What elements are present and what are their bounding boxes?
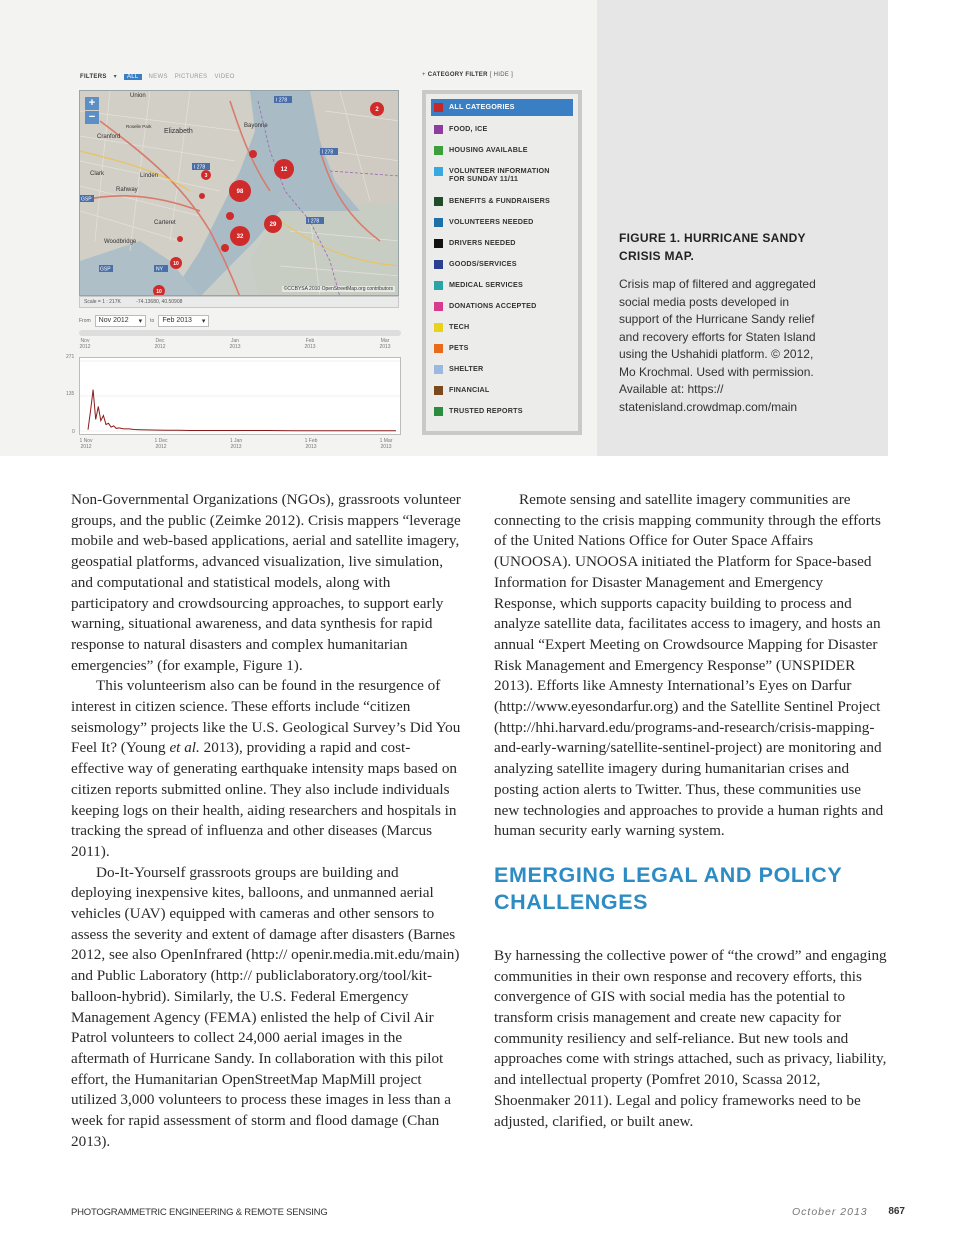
map-attribution: ©CCBYSA 2010 OpenStreetMap.org contributors [283, 286, 393, 292]
x-tick-label: 1 Dec 2012 [154, 438, 168, 450]
category-label: VOLUNTEER INFORMATION FOR SUNDAY 11/11 [449, 166, 550, 183]
place-label: Carteret [154, 220, 176, 226]
category-item[interactable] [434, 386, 490, 395]
category-label: TECH [449, 322, 470, 331]
to-label: to [150, 318, 155, 324]
category-swatch-icon [434, 197, 443, 206]
timeline-month-label: Feb 2013 [304, 338, 316, 350]
category-swatch-icon [434, 281, 443, 290]
map-cluster[interactable]: 32 [236, 234, 244, 240]
category-swatch-icon [434, 407, 443, 416]
timeline-month-label: Jan 2013 [229, 338, 241, 350]
category-filter-header: + CATEGORY FILTER [ HIDE ] [422, 72, 514, 78]
category-swatch-icon [434, 167, 443, 176]
filter-video[interactable]: VIDEO [214, 73, 235, 80]
timeline-slider[interactable] [79, 330, 401, 336]
category-label: VOLUNTEERS NEEDED [449, 217, 534, 226]
category-label: GOODS/SERVICES [449, 259, 517, 268]
category-item[interactable] [434, 302, 536, 311]
y-tick-label: 271 [66, 354, 75, 360]
road-shield: I 278 [194, 164, 206, 171]
road-shield: NY [156, 266, 163, 273]
road-shield: I 278 [276, 97, 288, 104]
category-swatch-icon [434, 302, 443, 311]
map-coordinates: -74.13680, 40.50908 [136, 299, 183, 305]
place-label: Clark [90, 171, 105, 177]
category-swatch-icon [434, 125, 443, 134]
issue-date: October 2013 [792, 1206, 868, 1218]
y-tick-label: 135 [66, 391, 75, 397]
category-label: HOUSING AVAILABLE [449, 145, 528, 154]
category-label: ALL CATEGORIES [449, 102, 515, 111]
figure-caption-text: Crisis map of filtered and aggregated social media posts developed in support of the Hurricane Sandy relief and recovery efforts for Staten Island using the Ushahidi platform. © 2012, Mo Krochmal. Used with permission. Available at: https:// statenisland.crowdmap.com/main [619, 277, 816, 414]
page-footer [71, 1205, 907, 1221]
category-label: SHELTER [449, 364, 484, 373]
activity-line-chart [80, 358, 400, 434]
category-swatch-icon [434, 260, 443, 269]
category-item[interactable] [434, 344, 469, 353]
plus-icon: + [422, 72, 428, 78]
category-item[interactable] [431, 99, 573, 116]
filters-label: FILTERS [80, 73, 107, 80]
page-number: 867 [888, 1206, 905, 1217]
paragraph: Non-Governmental Organizations (NGOs), grassroots volunteer groups, and the public (Zeimke 2012). Crisis mappers “leverage mobile and web-based applications, aerial and satellite imagery, geospatial platforms, advanced visualization, live simulation, and computational and statistical models, along with participatory and crowdsourcing approaches, to support early warning, situational awareness, and data synthesis for rapid response to natural disasters and complex humanitarian emergencies” (for example, Figure 1). [71, 491, 461, 674]
crisis-map[interactable] [79, 90, 399, 296]
map-scale: Scale = 1 : 217K [84, 299, 121, 305]
right-column [494, 490, 888, 1132]
place-label: Union [130, 93, 146, 99]
road-shield: GSP [100, 266, 111, 273]
category-item[interactable] [434, 197, 550, 206]
category-item[interactable] [434, 125, 488, 134]
figure-caption-title: FIGURE 1. HURRICANE SANDY CRISIS MAP. [619, 231, 806, 263]
paragraph: By harnessing the collective power of “the crowd” and engaging communities in their own response and recovery efforts, this convergence of GIS with social media has the potential to transform crisis management and create new capacity for community resiliency and self-reliance. But new tools and approaches come with strings attached, such as privacy, liability, and intellectual property (Pomfret 2010, Scassa 2012, Shoenmaker 2011). Legal and policy frameworks need to be adjusted, clarified, or built anew. [494, 946, 887, 1130]
category-item[interactable] [434, 146, 528, 155]
filters-arrow-icon: ▾ [113, 74, 117, 80]
category-label: MEDICAL SERVICES [449, 280, 524, 289]
category-swatch-icon [434, 239, 443, 248]
category-swatch-icon [434, 323, 443, 332]
left-column [71, 490, 463, 1153]
place-label: Woodbridge [104, 239, 137, 245]
journal-name: PHOTOGRAMMETRIC ENGINEERING & REMOTE SENSING [71, 1207, 328, 1218]
map-cluster[interactable]: 98 [236, 189, 244, 195]
filter-pictures[interactable]: PICTURES [174, 73, 208, 80]
from-select[interactable]: Nov 2012 ▾ [95, 315, 146, 327]
category-item[interactable] [434, 239, 516, 248]
road-shield: I 278 [308, 218, 320, 225]
paragraph: This volunteerism also can be found in the resurgence of interest in citizen science. These efforts include “citizen seismology” projects like the U.S. Geological Survey’s Did You Feel It? (Young et al. 2013), providing a rapid and cost-effective way of generating earthquake intensity maps based on citizen reports submitted online. They also include individuals keeping logs on their health, aiding researchers and hospitals in tracking the spread of influenza and other diseases (Marcus 2011). [71, 677, 461, 860]
place-label: Elizabeth [164, 128, 193, 135]
chevron-down-icon: ▾ [138, 318, 143, 325]
category-item[interactable] [434, 323, 469, 332]
to-select[interactable]: Feb 2013 ▾ [158, 315, 209, 327]
x-tick-label: 1 Nov 2012 [79, 438, 93, 450]
x-tick-label: 1 Jan 2013 [229, 438, 243, 450]
activity-chart [66, 354, 401, 435]
category-item[interactable] [434, 218, 533, 227]
map-cluster[interactable]: 2 [375, 107, 379, 113]
et-al: et al. [169, 739, 200, 757]
zoom-in-button[interactable]: + [85, 97, 99, 110]
map-cluster[interactable]: 10 [156, 289, 162, 295]
y-tick-label: 0 [72, 429, 75, 435]
map-cluster[interactable]: 12 [280, 167, 288, 173]
road-shield: GSP [81, 196, 92, 203]
category-item[interactable] [434, 365, 483, 374]
category-swatch-icon [434, 218, 443, 227]
category-swatch-icon [434, 344, 443, 353]
x-tick-label: 1 Mar 2013 [379, 438, 393, 450]
timeline-month-label: Mar 2013 [379, 338, 391, 350]
category-label: FINANCIAL [449, 385, 490, 394]
category-label: TRUSTED REPORTS [449, 406, 523, 415]
category-label: DONATIONS ACCEPTED [449, 301, 537, 310]
category-label: BENEFITS & FUNDRAISERS [449, 196, 551, 205]
place-label: Linden [140, 173, 159, 179]
zoom-out-button[interactable]: − [85, 111, 99, 124]
place-label: Cranford [97, 134, 121, 140]
timeline-month-label: Dec 2012 [154, 338, 166, 350]
figure-1 [0, 0, 960, 456]
category-label: FOOD, ICE [449, 124, 488, 133]
category-list [422, 90, 582, 435]
category-item[interactable] [434, 281, 523, 290]
category-item[interactable] [434, 407, 523, 416]
category-swatch-icon [434, 103, 443, 112]
category-label: DRIVERS NEEDED [449, 238, 516, 247]
timeline-panel [66, 314, 401, 450]
section-heading: EMERGING LEGAL AND POLICY CHALLENGES [494, 862, 842, 914]
category-label: PETS [449, 343, 469, 352]
paragraph: Remote sensing and satellite imagery communities are connecting to the crisis mapping community through the efforts of the United Nations Office for Outer Space Affairs (UNOOSA). UNOOSA initiated the Platform for Space-based Information for Disaster Management and Emergency Response, which supports capacity building to process and analyze satellite data, facilitates access to imagery, and hosts an annual “Expert Meeting on Crowdsource Mapping for Disaster Risk Management and Emergency Response” (UNSPIDER 2013). Efforts like Amnesty International’s Eyes on Darfur (http://www.eyesondarfur.org) and the Satellite Sentinel Project (http://hhi.harvard.edu/programs-and-research/crisis-mapping-and-early-warning/satellite-sentinel-project) are monitoring and analyzing satellite imagery during humanitarian crises and posting action alerts to Twitter. Thus, these communities use new technologies and approaches to provide a human rights and human security early warning system. [494, 491, 884, 840]
paragraph: Do-It-Yourself grassroots groups are building and deploying inexpensive kites, balloons, and unmanned aerial vehicles (UAV) equipped with cameras and other sensors to assess the severity and extent of damage after disasters (Barnes 2012, see also OpenInfrared (http:// openir.media.mit.edu/main) and Public Laboratory (http:// publiclaboratory.org/tool/kit-balloon-hybrid). Similarly, the U.S. Federal Emergency Management Agency (FEMA) enlisted the help of Civil Air Patrol volunteers to collect 24,000 aerial images in the aftermath of Hurricane Sandy. In collaboration with this pilot effort, the Humanitarian OpenStreetMap MapMill project utilized 3,000 volunteers to process these images in less than a week for rapid assessment of storm and flood damage (Chan 2013). [71, 863, 460, 1150]
chevron-down-icon: ▾ [201, 318, 206, 325]
place-label: Roselle Park [126, 124, 152, 129]
map-cluster[interactable]: 29 [269, 222, 277, 228]
filter-all[interactable]: ALL [124, 74, 142, 80]
map-cluster[interactable]: 3 [204, 173, 208, 179]
place-label: Bayonne [244, 123, 268, 129]
category-item[interactable] [434, 167, 567, 183]
road-shield: I 278 [322, 149, 334, 156]
date-range-row [79, 314, 401, 328]
category-swatch-icon [434, 146, 443, 155]
x-tick-label: 1 Feb 2013 [304, 438, 318, 450]
filter-news[interactable]: NEWS [148, 73, 168, 80]
map-status-bar [79, 296, 399, 308]
map-cluster[interactable]: 10 [173, 261, 179, 267]
category-swatch-icon [434, 365, 443, 374]
timeline-month-label: Nov 2012 [79, 338, 91, 350]
from-label: From [79, 318, 91, 324]
map-zoom-control [85, 97, 99, 124]
map-canvas [80, 91, 399, 296]
place-label: Rahway [116, 187, 138, 193]
category-swatch-icon [434, 386, 443, 395]
category-item[interactable] [434, 260, 517, 269]
hide-toggle[interactable]: [ HIDE ] [489, 72, 514, 78]
filter-bar [80, 73, 235, 80]
